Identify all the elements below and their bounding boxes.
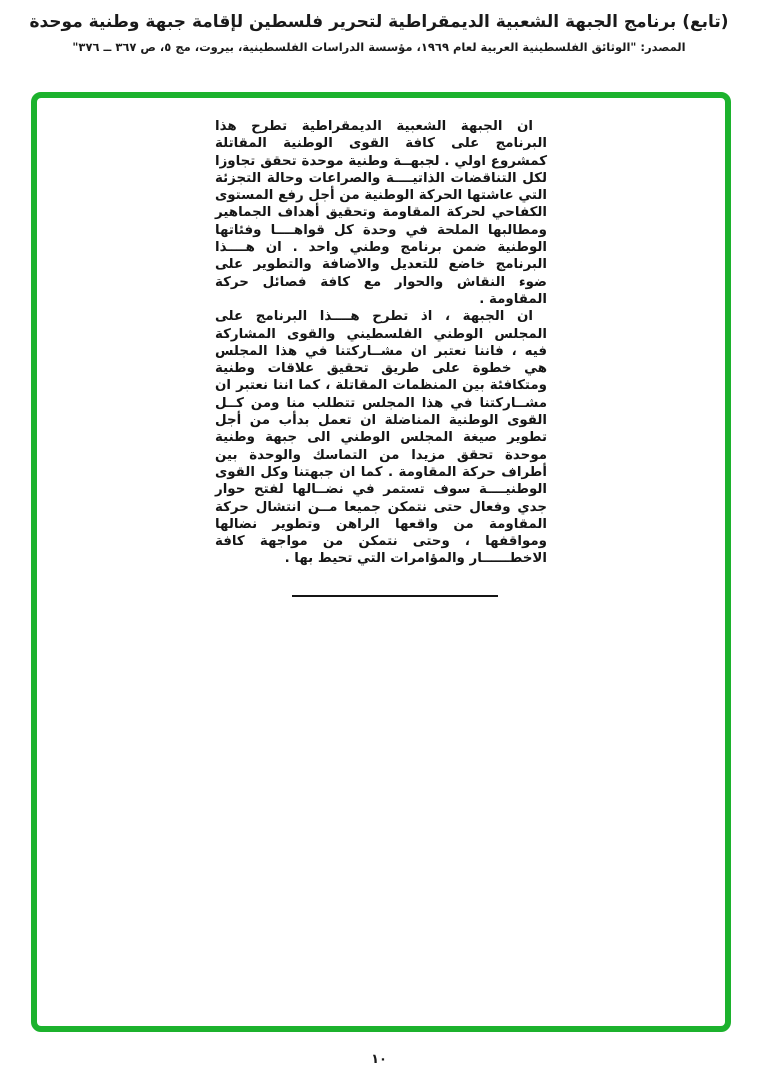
document-frame [31,92,731,1032]
paragraph-1: ان الجبهة الشعبية الديمقراطية تطرح هذا البرنامج على كافة القوى الوطنية المقاتلة كمشروع اولي . لجبهــة وطنية موحدة تحقق تجاوزا لكل التناقضات الذاتيــــة والصراعات وحالة التجزئة التي عاشتها الحركة الوطنية من أجل رفع المستوى الكفاحي لحركة المقاومة وتحقيق أهداف الجماهير ومطالبها الملحة في وحدة كل قواهــــا وفئاتها الوطنية ضمن برنامج وطني واحد . ان هــــذا البرنامج خاضع للتعديل والاضافة والتطوير على ضوء النقاش والحوار مع كافة فصائل حركة المقاومة . [215,119,547,307]
page-number: ١٠ [371,1052,387,1067]
page-header [0,10,758,55]
paragraph-2: ان الجبهة ، اذ تطرح هــــذا البرنامج على المجلس الوطني الفلسطيني والقوى المشاركة فيه ، فاننا نعتبر ان مشــاركتنا في هذا المجلس هي خطوة على طريق تحقيق علاقات وطنية ومتكافئة بين المنظمات المقاتلة ، كما اننا نعتبر ان مشــاركتنا في هذا المجلس تتطلب منا ومن كــل القوى الوطنية المناضلة ان تعمل بدأب من أجل تطوير صيغة المجلس الوطني الى جبهة وطنية موحدة تحقق مزيدا من التماسك والوحدة بين أطراف حركة المقاومة . كما ان جبهتنا وكل القوى الوطنيــــة سوف تستمر في نضــالها لفتح حوار جدي وفعال حتى نتمكن جميعا مــن انتشال حركة المقاومة من واقعها الراهن وتطوير نضالها ومواقفها ، وحتى نتمكن من مواجهة كافة الاخطــــــار والمؤامرات التي تحيط بها . [215,309,547,567]
section-divider [292,595,498,597]
document-body [215,118,547,597]
page-footer [0,1048,758,1067]
source-citation: المصدر: "الوثائق الفلسطينية العربية لعام ١٩٦٩، مؤسسة الدراسات الفلسطينية، بيروت، مج ٥، ص ٣٦٧ ــ ٣٧٦" [72,40,686,54]
document-title: (تابع) برنامج الجبهة الشعبية الديمقراطية لتحرير فلسطين لإقامة جبهة وطنية موحدة [29,12,729,32]
